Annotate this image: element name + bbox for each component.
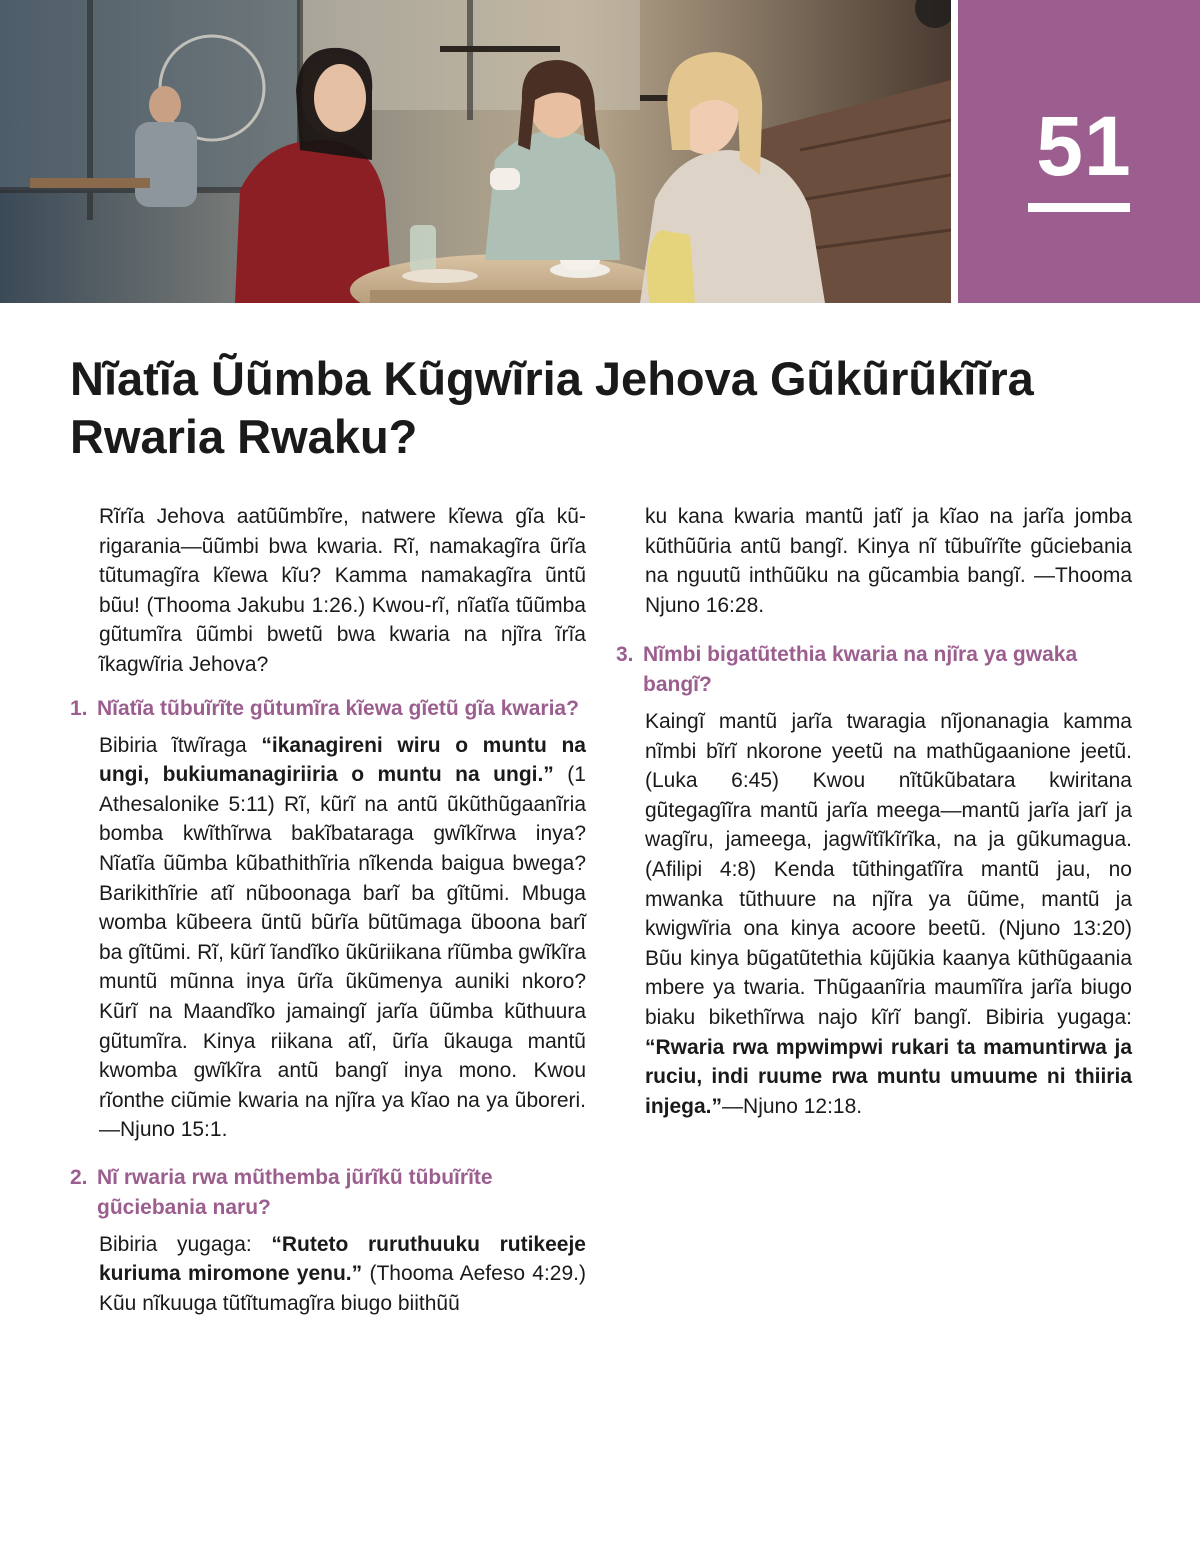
left-column [70, 502, 586, 1319]
section-2-continuation: ku kana kwaria mantũ jatĩ ja kĩao na jarĩa jomba kũthũũria antũ bangĩ. Kinya nĩ tũbuĩrĩte gũciebania na nguutũ inthũũku na gũcambia bangĩ. —Thooma Njuno 16:28. [645, 505, 1132, 617]
section-3-post: —Njuno 12:18. [722, 1094, 863, 1118]
lesson-number-panel [958, 0, 1200, 303]
section-3-paragraph [616, 707, 1132, 1121]
question-1-text: Nĩatĩa tũbuĩrĩte gũtumĩra kĩewa gĩetũ gĩa kwaria? [97, 696, 579, 720]
section-2-post: (Thooma Aefeso 4:29.) Kũu nĩkuuga tũtĩtumagĩra biugo biithũũ [99, 1262, 586, 1316]
intro-paragraph: Rĩrĩa Jehova aatũũmbĩre, natwere kĩewa gĩa kũrigarania—ũũmbi bwa kwaria. Rĩ, namakagĩra ũrĩa tũtumagĩra kĩewa kĩu? Kamma namakagĩra ũntũ bũu! (Thooma Jakubu 1:26.) Kwou-rĩ, nĩatĩa tũũmba gũtumĩra ũũmbi bwetũ bwa kwaria na njĩra ĩrĩa ĩkagwĩria Jehova? [99, 505, 586, 676]
section-2-paragraph [70, 1230, 586, 1319]
hero-photo [0, 0, 951, 303]
cafe-scene-illustration [0, 0, 951, 303]
lesson-number-underline [1028, 203, 1130, 212]
section-1-pre: Bibiria ĩtwĩraga [99, 733, 262, 757]
page-title: Nĩatĩa Ũũmba Kũgwĩria Jehova Gũkũrũkĩĩra Rwaria Rwaku? [70, 352, 1034, 463]
question-2-text: Nĩ rwaria rwa mũthemba jũrĩkũ tũbuĩrĩte gũciebania naru? [97, 1165, 493, 1219]
lesson-number: 51 [1036, 99, 1132, 193]
section-2-quote: “Ruteto ruruthuuku rutikeeje kuriuma miromone yenu.” [99, 1232, 586, 1286]
right-column [616, 502, 1132, 1121]
question-1-number: 1. [70, 696, 88, 720]
section-3-quote: “Rwaria rwa mpwimpwi rukari ta mamuntirwa ja ruciu, indi ruume rwa muntu umuume ni thiiria injega.” [645, 1035, 1132, 1118]
section-1-paragraph [70, 731, 586, 1145]
question-3-heading [616, 640, 1132, 700]
section-1-post: (1 Athesalonike 5:11) Rĩ, kũrĩ na antũ ũkũthũgaanĩria bomba kwĩthĩrwa bakĩbataraga gwĩkĩrwa inya? Nĩatĩa ũũmba kũbathithĩria nĩkenda baigua bwega? Barikithĩrie atĩ nũboonaga barĩ ba gĩtũmi. Mbuga womba kũbeera ũntũ bũrĩa bũtũmaga ũboona barĩ ba gĩtũmi. Rĩ, kũrĩ ĩandĩko ũkũriikana rĩũmba gwĩkĩra muntũ mũnna inya ũrĩa ũkũmenya auniki nkoro? Kũrĩ na Maandĩko jamaingĩ jarĩa ũũmba kũthuura gũtumĩra. Kinya riikana atĩ, ũrĩa ũkauga mantũ kwomba gwĩkĩra antũ bangĩ inya mono. Kwou rĩonthe ciũmie kwaria na njĩra ya kĩao na ya ũboreri.—Njuno 15:1. [99, 763, 586, 1142]
question-3-text: Nĩmbi bigatũtethia kwaria na njĩra ya gwaka bangĩ? [643, 643, 1078, 696]
question-1-heading [70, 694, 586, 724]
section-3-pre: Kaingĩ mantũ jarĩa twaragia nĩjonanagia kamma nĩmbi bĩrĩ nkorone yeetũ na mathũgaanione jeetũ. (Luka 6:45) Kwou nĩtũkũbatara kwiritana gũtegagĩĩra mantũ jarĩa meega—mantũ jarĩa jarĩ ja wagĩru, jameega, jagwĩtĩkĩrĩka, na ja gũkumagua. (Afilipi 4:8) Kenda tũthingatĩĩra mantũ jau, no mwanka tũthuure na njĩra ya ũũme, mantũ ja kwigwĩria ona kinya acoore beetũ. (Njuno 13:20) Bũu kinya bũgatũtethia kũjũkia kaanya kũthũgaania mbere ya twaria. Thũgaanĩria maumĩĩra jarĩa biugo biaku bikethĩrwa najo kĩrĩ bangĩ. Bibiria yugaga: [645, 710, 1132, 1029]
question-2-number: 2. [70, 1165, 88, 1189]
question-3-number: 3. [616, 643, 634, 666]
section-2-pre: Bibiria yugaga: [99, 1232, 272, 1256]
question-2-heading [70, 1163, 586, 1223]
section-1-quote: “ikanagireni wiru o muntu na ungi, bukiumanagiriiria o muntu na ungi.” [99, 733, 586, 787]
